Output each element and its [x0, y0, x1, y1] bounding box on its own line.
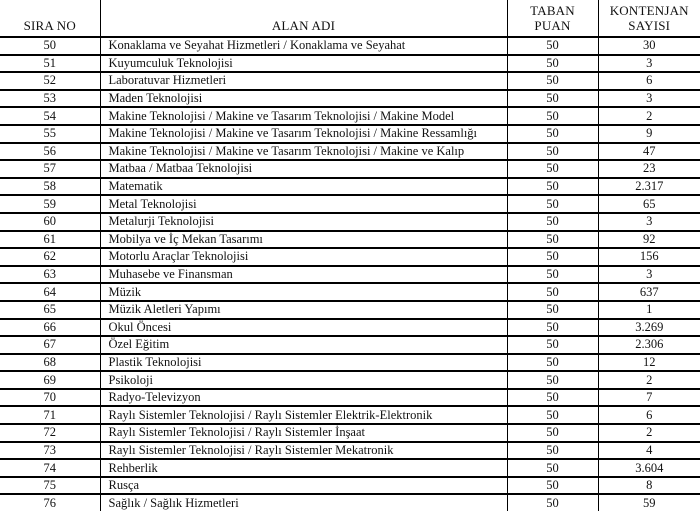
table-row [0, 143, 700, 161]
cell-alan-adi: Muhasebe ve Finansman [100, 266, 507, 284]
table-row [0, 231, 700, 249]
table-row [0, 477, 700, 495]
cell-sira-no: 57 [0, 160, 100, 178]
cell-alan-adi: Kuyumculuk Teknolojisi [100, 55, 507, 73]
cell-kontenjan: 1 [598, 301, 700, 319]
cell-taban-puan: 50 [507, 72, 598, 90]
cell-alan-adi: Raylı Sistemler Teknolojisi / Raylı Sistemler Elektrik-Elektronik [100, 406, 507, 424]
table-row [0, 195, 700, 213]
cell-kontenjan: 156 [598, 248, 700, 266]
table-row [0, 336, 700, 354]
cell-alan-adi: Müzik Aletleri Yapımı [100, 301, 507, 319]
cell-taban-puan: 50 [507, 178, 598, 196]
cell-alan-adi: Müzik [100, 283, 507, 301]
cell-sira-no: 59 [0, 195, 100, 213]
cell-alan-adi: Makine Teknolojisi / Makine ve Tasarım Teknolojisi / Makine ve Kalıp [100, 143, 507, 161]
cell-sira-no: 55 [0, 125, 100, 143]
table-row [0, 55, 700, 73]
cell-sira-no: 69 [0, 371, 100, 389]
cell-taban-puan: 50 [507, 107, 598, 125]
table-row [0, 72, 700, 90]
table-row [0, 442, 700, 460]
cell-kontenjan: 3 [598, 90, 700, 108]
header-alan-adi [100, 0, 507, 37]
cell-alan-adi: Metal Teknolojisi [100, 195, 507, 213]
cell-taban-puan: 50 [507, 319, 598, 337]
cell-kontenjan: 637 [598, 283, 700, 301]
cell-alan-adi: Raylı Sistemler Teknolojisi / Raylı Sistemler İnşaat [100, 424, 507, 442]
cell-taban-puan: 50 [507, 55, 598, 73]
cell-kontenjan: 65 [598, 195, 700, 213]
cell-sira-no: 67 [0, 336, 100, 354]
cell-kontenjan: 2 [598, 424, 700, 442]
cell-kontenjan: 2 [598, 371, 700, 389]
cell-sira-no: 71 [0, 406, 100, 424]
table-row [0, 319, 700, 337]
cell-alan-adi: Laboratuvar Hizmetleri [100, 72, 507, 90]
cell-taban-puan: 50 [507, 301, 598, 319]
cell-taban-puan: 50 [507, 125, 598, 143]
table-body [0, 37, 700, 511]
cell-sira-no: 66 [0, 319, 100, 337]
cell-sira-no: 51 [0, 55, 100, 73]
cell-alan-adi: Rusça [100, 477, 507, 495]
cell-kontenjan: 3 [598, 55, 700, 73]
cell-taban-puan: 50 [507, 37, 598, 55]
cell-kontenjan: 8 [598, 477, 700, 495]
cell-sira-no: 60 [0, 213, 100, 231]
cell-kontenjan: 3.269 [598, 319, 700, 337]
table-row [0, 248, 700, 266]
cell-kontenjan: 30 [598, 37, 700, 55]
cell-taban-puan: 50 [507, 371, 598, 389]
header-kontenjan-line1: KONTENJAN [609, 3, 689, 18]
cell-alan-adi: Makine Teknolojisi / Makine ve Tasarım Teknolojisi / Makine Ressamlığı [100, 125, 507, 143]
cell-alan-adi: Sağlık / Sağlık Hizmetleri [100, 494, 507, 511]
cell-alan-adi: Psikoloji [100, 371, 507, 389]
cell-taban-puan: 50 [507, 336, 598, 354]
cell-alan-adi: Motorlu Araçlar Teknolojisi [100, 248, 507, 266]
table-row [0, 354, 700, 372]
header-alan-adi-label: ALAN ADI [271, 18, 336, 33]
cell-taban-puan: 50 [507, 143, 598, 161]
cell-sira-no: 58 [0, 178, 100, 196]
table-row [0, 37, 700, 55]
cell-kontenjan: 12 [598, 354, 700, 372]
cell-kontenjan: 7 [598, 389, 700, 407]
cell-sira-no: 56 [0, 143, 100, 161]
cell-alan-adi: Plastik Teknolojisi [100, 354, 507, 372]
cell-taban-puan: 50 [507, 494, 598, 511]
table-row [0, 107, 700, 125]
table-row [0, 301, 700, 319]
table-row [0, 90, 700, 108]
header-taban-puan-line2: PUAN [534, 18, 571, 33]
cell-taban-puan: 50 [507, 266, 598, 284]
cell-taban-puan: 50 [507, 283, 598, 301]
header-taban-puan [507, 0, 598, 37]
table-row [0, 178, 700, 196]
cell-alan-adi: Makine Teknolojisi / Makine ve Tasarım Teknolojisi / Makine Model [100, 107, 507, 125]
cell-kontenjan: 9 [598, 125, 700, 143]
cell-taban-puan: 50 [507, 459, 598, 477]
cell-sira-no: 72 [0, 424, 100, 442]
cell-sira-no: 64 [0, 283, 100, 301]
cell-kontenjan: 3 [598, 213, 700, 231]
table-row [0, 371, 700, 389]
cell-kontenjan: 47 [598, 143, 700, 161]
cell-sira-no: 63 [0, 266, 100, 284]
table-row [0, 266, 700, 284]
cell-alan-adi: Okul Öncesi [100, 319, 507, 337]
cell-taban-puan: 50 [507, 354, 598, 372]
table-row [0, 283, 700, 301]
cell-taban-puan: 50 [507, 477, 598, 495]
cell-kontenjan: 23 [598, 160, 700, 178]
cell-sira-no: 70 [0, 389, 100, 407]
cell-alan-adi: Maden Teknolojisi [100, 90, 507, 108]
cell-sira-no: 53 [0, 90, 100, 108]
cell-alan-adi: Matematik [100, 178, 507, 196]
cell-taban-puan: 50 [507, 424, 598, 442]
cell-alan-adi: Mobilya ve İç Mekan Tasarımı [100, 231, 507, 249]
table-row [0, 424, 700, 442]
cell-kontenjan: 3 [598, 266, 700, 284]
cell-sira-no: 61 [0, 231, 100, 249]
cell-kontenjan: 6 [598, 406, 700, 424]
cell-alan-adi: Matbaa / Matbaa Teknolojisi [100, 160, 507, 178]
header-kontenjan-line2: SAYISI [628, 18, 671, 33]
cell-taban-puan: 50 [507, 231, 598, 249]
cell-sira-no: 62 [0, 248, 100, 266]
cell-sira-no: 52 [0, 72, 100, 90]
cell-alan-adi: Metalurji Teknolojisi [100, 213, 507, 231]
cell-alan-adi: Özel Eğitim [100, 336, 507, 354]
cell-sira-no: 65 [0, 301, 100, 319]
cell-alan-adi: Radyo-Televizyon [100, 389, 507, 407]
cell-sira-no: 54 [0, 107, 100, 125]
cell-kontenjan: 2 [598, 107, 700, 125]
cell-sira-no: 75 [0, 477, 100, 495]
cell-sira-no: 50 [0, 37, 100, 55]
cell-sira-no: 76 [0, 494, 100, 511]
table-row [0, 125, 700, 143]
table-row [0, 160, 700, 178]
header-row [0, 0, 700, 37]
table-row [0, 494, 700, 511]
cell-taban-puan: 50 [507, 195, 598, 213]
header-sira-no-label: SIRA NO [23, 18, 76, 33]
cell-taban-puan: 50 [507, 90, 598, 108]
cell-taban-puan: 50 [507, 160, 598, 178]
cell-sira-no: 74 [0, 459, 100, 477]
table-row [0, 213, 700, 231]
cell-kontenjan: 4 [598, 442, 700, 460]
table-row [0, 406, 700, 424]
cell-alan-adi: Rehberlik [100, 459, 507, 477]
cell-kontenjan: 2.317 [598, 178, 700, 196]
cell-kontenjan: 59 [598, 494, 700, 511]
cell-taban-puan: 50 [507, 406, 598, 424]
cell-sira-no: 68 [0, 354, 100, 372]
cell-taban-puan: 50 [507, 389, 598, 407]
table-row [0, 459, 700, 477]
cell-kontenjan: 2.306 [598, 336, 700, 354]
cell-kontenjan: 6 [598, 72, 700, 90]
header-taban-puan-line1: TABAN [530, 3, 575, 18]
cell-taban-puan: 50 [507, 213, 598, 231]
cell-alan-adi: Konaklama ve Seyahat Hizmetleri / Konaklama ve Seyahat [100, 37, 507, 55]
cell-kontenjan: 92 [598, 231, 700, 249]
table-row [0, 389, 700, 407]
header-sira-no [0, 0, 100, 37]
cell-kontenjan: 3.604 [598, 459, 700, 477]
cell-alan-adi: Raylı Sistemler Teknolojisi / Raylı Sistemler Mekatronik [100, 442, 507, 460]
header-kontenjan-sayisi [598, 0, 700, 37]
cell-taban-puan: 50 [507, 442, 598, 460]
cell-taban-puan: 50 [507, 248, 598, 266]
cell-sira-no: 73 [0, 442, 100, 460]
